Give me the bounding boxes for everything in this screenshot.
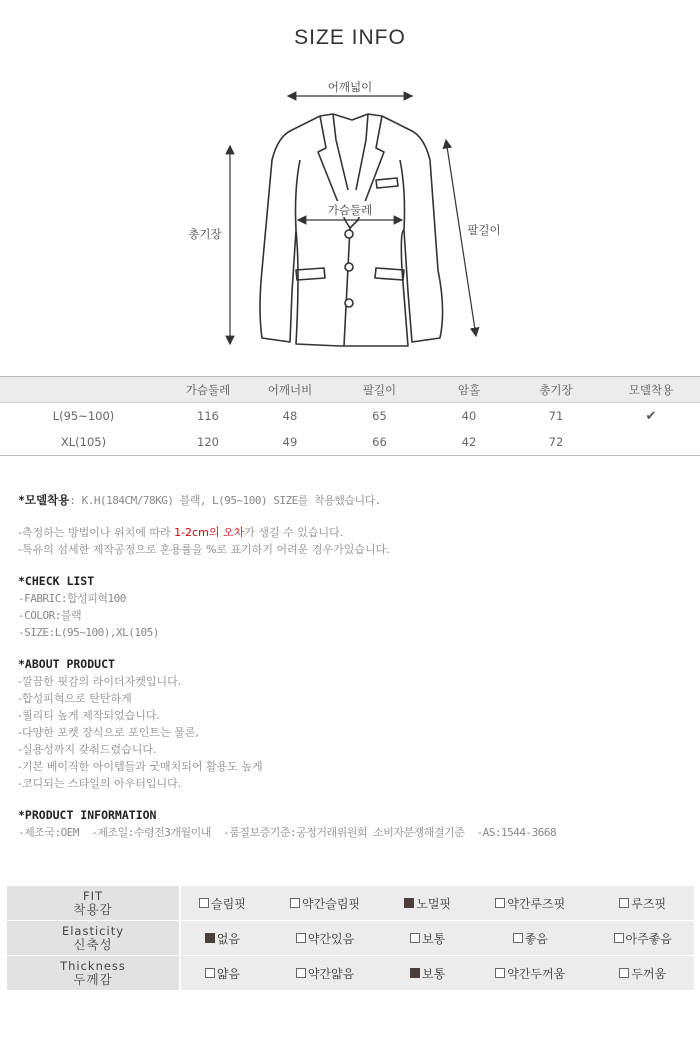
fit-option-label: 좋음 [524, 931, 548, 946]
list-item: -실용성까지 갖춰드렸습니다. [18, 743, 157, 756]
product-info-title: *PRODUCT INFORMATION [18, 808, 157, 822]
fit-row [7, 921, 694, 956]
header-armhole: 암홀 [428, 377, 510, 403]
fit-option [469, 956, 591, 991]
chest-cell: 120 [167, 429, 249, 456]
list-item: -FABRIC:합성피혁100 [18, 592, 126, 605]
header-shoulder: 어깨너비 [249, 377, 331, 403]
product-notes [18, 492, 688, 841]
shoulder-label: 어깨넓이 [327, 80, 373, 94]
armhole-cell: 40 [461, 409, 477, 423]
sleeve-arrow [446, 140, 476, 336]
checkbox-empty-icon [495, 898, 505, 908]
sleeve-label: 팔길이 [467, 223, 501, 237]
fit-row [7, 956, 694, 991]
fit-option-label: 루즈핏 [631, 896, 667, 911]
fit-row [7, 886, 694, 921]
size-cell: XL(105) [0, 429, 167, 456]
table-row [0, 429, 700, 456]
check-list-title: *CHECK LIST [18, 574, 95, 588]
checkbox-empty-icon [410, 933, 420, 943]
fit-option-label: 노멀핏 [416, 896, 452, 911]
fabric-note: -특유의 섬세한 제작공정으로 혼용률을 %로 표기하기 어려운 경우가있습니다. [18, 543, 390, 556]
checkbox-empty-icon [205, 968, 215, 978]
fit-option-label: 보통 [422, 966, 446, 981]
fit-option-label: 아주좋음 [625, 931, 672, 946]
jacket-diagram [0, 70, 700, 370]
list-item: -깔끔한 핏감의 라이더자켓입니다. [18, 675, 182, 688]
length-cell: 72 [510, 429, 602, 456]
fit-table [7, 886, 694, 991]
fit-option-label: 약간두꺼움 [507, 966, 566, 981]
fit-option [181, 886, 264, 921]
model-text: : K.H(184CM/78KG) 블랙, L(95~100) SIZE를 착용했습니다. [69, 494, 381, 507]
fit-option [591, 921, 694, 956]
header-model: 모델착용 [602, 377, 700, 403]
model-cell-empty [602, 429, 700, 456]
list-item: -기본 베이직한 아이템들과 굿매치되어 활용도 높게 [18, 760, 263, 773]
model-label: *모델착용 [18, 493, 70, 507]
fit-label-ko: 신축성 [73, 937, 113, 952]
sleeve-cell: 66 [331, 429, 428, 456]
length-label: 총기장 [188, 227, 222, 241]
fit-option-label: 슬림핏 [211, 896, 246, 911]
size-table [0, 376, 700, 456]
fit-label-en: Thickness [60, 959, 126, 973]
fit-option-label: 없음 [216, 931, 241, 946]
fit-option [469, 921, 591, 956]
fit-label-en: Elasticity [61, 924, 125, 938]
fit-option [591, 956, 694, 991]
fit-label-ko: 두께감 [73, 972, 113, 987]
list-item: -COLOR:블랙 [18, 609, 82, 622]
size-table-header [0, 377, 700, 403]
measure-note: -측정하는 방법이나 위치에 따라 1-2cm의 오차가 생길 수 있습니다. [18, 526, 344, 539]
chest-label: 가슴둘레 [327, 203, 373, 217]
jacket-illustration [260, 114, 443, 346]
checkbox-empty-icon [513, 933, 523, 943]
fit-option [386, 886, 469, 921]
list-item: -퀄리티 높게 제작되었습니다. [18, 709, 160, 722]
fit-option [181, 956, 264, 991]
fit-label-en: FIT [82, 889, 104, 903]
about-title: *ABOUT PRODUCT [18, 657, 115, 671]
fit-option-label: 보통 [422, 931, 446, 946]
list-item: -다양한 포켓 장식으로 포인트는 물론, [18, 726, 199, 739]
fit-row-label [7, 886, 181, 921]
page-title: SIZE INFO [294, 26, 406, 49]
fit-option [386, 956, 469, 991]
fit-option [591, 886, 694, 921]
fit-option [469, 886, 591, 921]
shoulder-cell: 49 [249, 429, 331, 456]
model-info [18, 492, 688, 509]
length-cell: 71 [548, 409, 564, 423]
product-info: -제조국:OEM -제조일:수령전3개월이내 -품질보증기준:공정거래위원회 소비자분쟁해결기준 -AS:1544-3668 [18, 826, 557, 839]
header-sleeve: 팔길이 [331, 377, 428, 403]
size-cell: L(95~100) [52, 409, 115, 423]
check-icon: ✔ [645, 408, 657, 424]
checkbox-empty-icon [495, 968, 505, 978]
header-length: 총기장 [510, 377, 602, 403]
fit-option-label: 약간슬림핏 [302, 896, 361, 911]
fit-label-ko: 착용감 [73, 902, 113, 917]
header-chest: 가슴둘레 [167, 377, 249, 403]
sleeve-cell: 65 [372, 409, 387, 423]
checkbox-checked-icon [205, 933, 215, 943]
list-item: -합성피혁으로 탄탄하게 [18, 692, 132, 705]
header-size [0, 377, 167, 403]
fit-option-label: 약간있음 [307, 931, 355, 946]
fit-option [264, 956, 386, 991]
fit-option [264, 886, 386, 921]
fit-option-label: 약간루즈핏 [507, 896, 566, 911]
fit-row-label [7, 956, 181, 991]
chest-cell: 116 [197, 409, 219, 423]
armhole-cell: 42 [428, 429, 510, 456]
checkbox-empty-icon [619, 968, 629, 978]
list-item: -코디되는 스타일의 아우터입니다. [18, 777, 182, 790]
checkbox-empty-icon [296, 933, 306, 943]
checkbox-empty-icon [619, 898, 629, 908]
checkbox-empty-icon [199, 898, 209, 908]
list-item: -SIZE:L(95~100),XL(105) [18, 626, 159, 639]
fit-option-label: 두꺼움 [631, 966, 667, 981]
fit-row-label [7, 921, 181, 956]
checkbox-checked-icon [404, 898, 414, 908]
checkbox-checked-icon [410, 968, 420, 978]
table-row [0, 403, 700, 430]
fit-option [181, 921, 264, 956]
shoulder-cell: 48 [282, 409, 298, 423]
checkbox-empty-icon [614, 933, 624, 943]
checkbox-empty-icon [290, 898, 300, 908]
checkbox-empty-icon [296, 968, 306, 978]
fit-option [264, 921, 386, 956]
fit-option-label: 얇음 [216, 966, 241, 981]
fit-option [386, 921, 469, 956]
error-highlight: 1-2cm의 오차 [174, 526, 245, 539]
fit-option-label: 약간얇음 [307, 966, 355, 981]
